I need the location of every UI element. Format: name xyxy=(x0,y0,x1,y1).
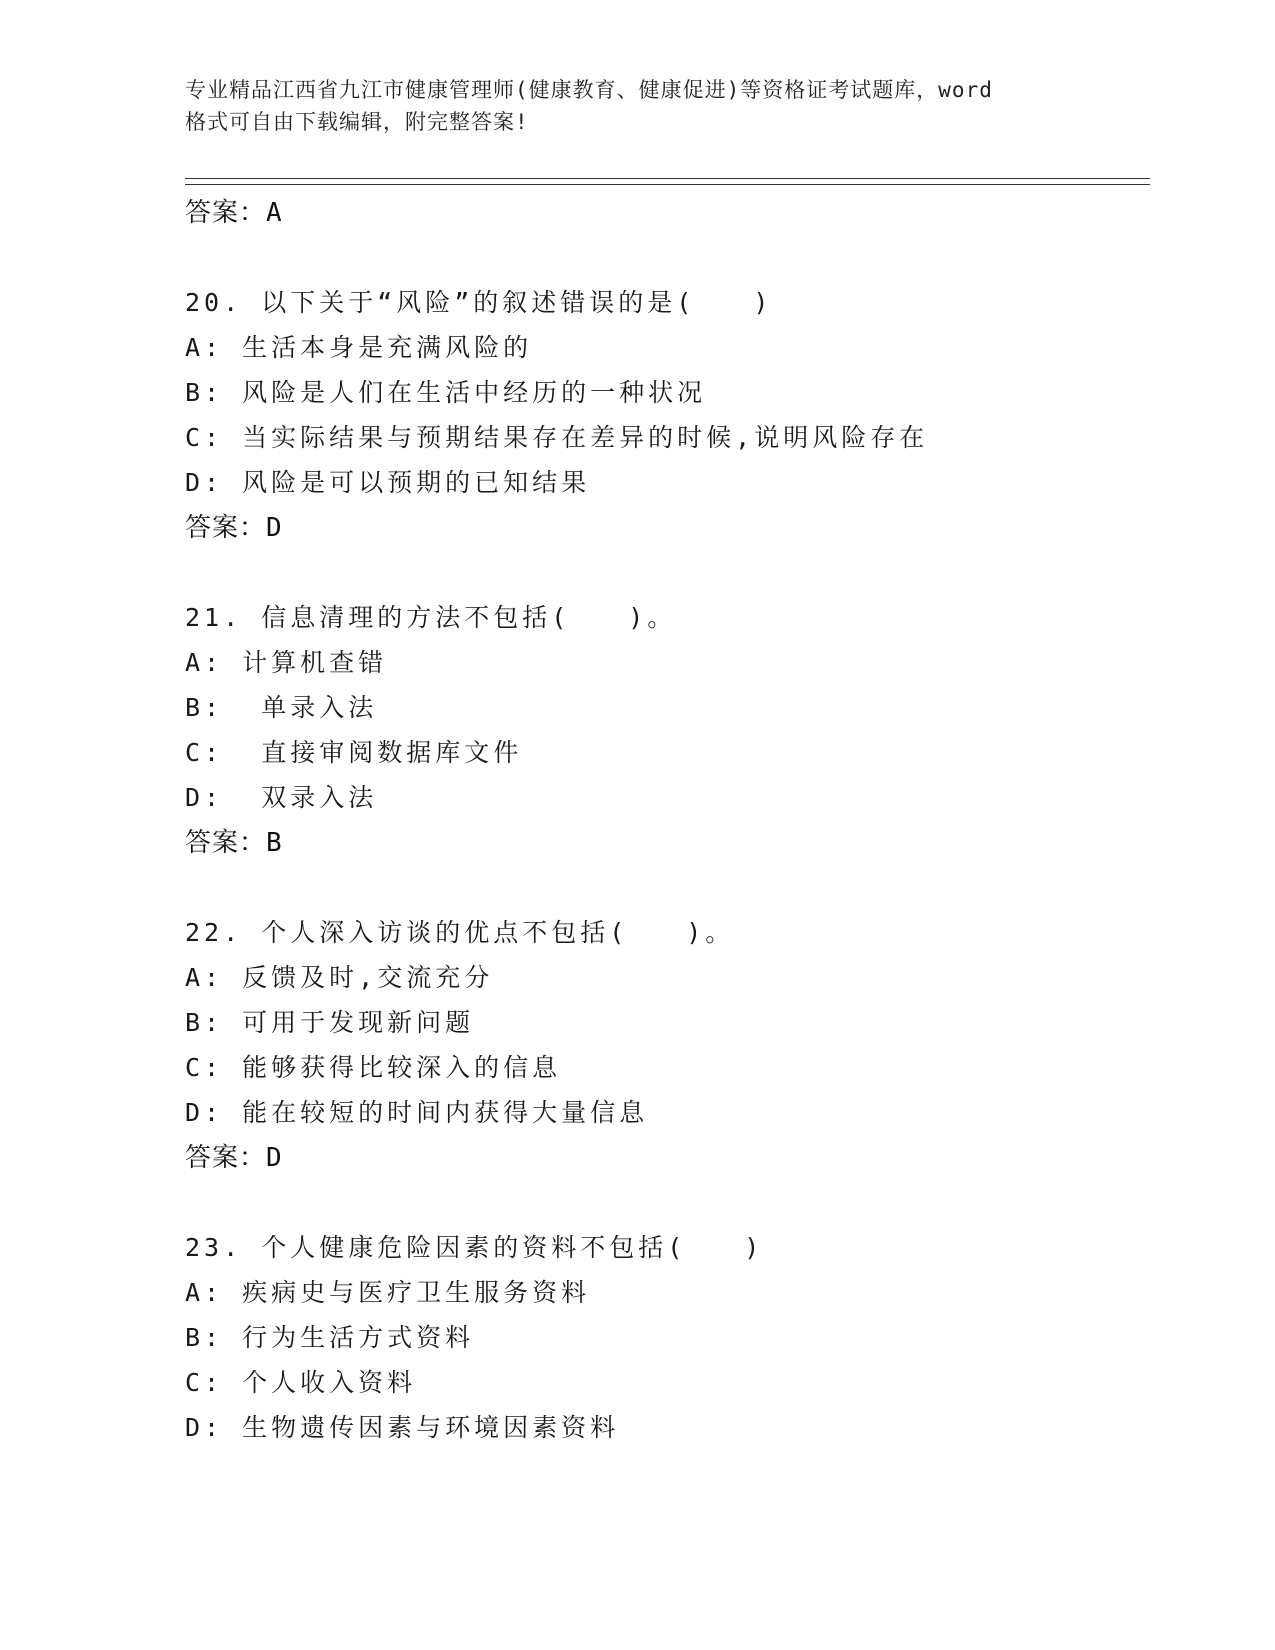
option-d: D: 风险是可以预期的已知结果 xyxy=(185,468,591,497)
header-line-2: 格式可自由下载编辑，附完整答案! xyxy=(185,110,529,134)
option-b: B: 风险是人们在生活中经历的一种状况 xyxy=(185,378,707,407)
option-c: C: 直接审阅数据库文件 xyxy=(185,738,523,767)
page-header xyxy=(185,74,1085,138)
answer-label: 答案： xyxy=(185,198,267,228)
answer-value: D xyxy=(266,513,283,543)
header-divider-bottom xyxy=(185,184,1150,185)
answer-line xyxy=(185,820,1145,866)
answer-value: D xyxy=(266,1143,283,1173)
option-a: A: 生活本身是充满风险的 xyxy=(185,333,533,362)
answer-label: 答案： xyxy=(185,513,267,543)
option-a: A: 疾病史与医疗卫生服务资料 xyxy=(185,1278,591,1307)
question-item xyxy=(185,595,1145,866)
option-a: A: 反馈及时,交流充分 xyxy=(185,963,494,992)
question-list xyxy=(185,190,1145,1450)
option-d: D: 能在较短的时间内获得大量信息 xyxy=(185,1098,649,1127)
question-item xyxy=(185,280,1145,551)
answer-label: 答案： xyxy=(185,1143,267,1173)
option-c: C: 当实际结果与预期结果存在差异的时候,说明风险存在 xyxy=(185,423,929,452)
option-c: C: 能够获得比较深入的信息 xyxy=(185,1053,562,1082)
header-divider-top xyxy=(185,178,1150,179)
option-b: B: 行为生活方式资料 xyxy=(185,1323,475,1352)
option-c: C: 个人收入资料 xyxy=(185,1368,417,1397)
answer-line xyxy=(185,505,1145,551)
option-d: D: 生物遗传因素与环境因素资料 xyxy=(185,1413,620,1442)
question-stem: 20. 以下关于“风险”的叙述错误的是( ) xyxy=(185,288,773,317)
answer-line xyxy=(185,1135,1145,1181)
answer-value: A xyxy=(266,198,283,228)
question-item xyxy=(185,910,1145,1181)
question-stem: 21. 信息清理的方法不包括( )。 xyxy=(185,603,677,632)
answer-value: B xyxy=(266,828,283,858)
answer-label: 答案： xyxy=(185,828,267,858)
option-d: D: 双录入法 xyxy=(185,783,378,812)
answer-line xyxy=(185,190,1145,236)
question-stem: 22. 个人深入访谈的优点不包括( )。 xyxy=(185,918,735,947)
option-a: A: 计算机查错 xyxy=(185,648,388,677)
option-b: B: 单录入法 xyxy=(185,693,378,722)
option-b: B: 可用于发现新问题 xyxy=(185,1008,475,1037)
header-line-1: 专业精品江西省九江市健康管理师(健康教育、健康促进)等资格证考试题库，word xyxy=(185,78,993,102)
question-stem: 23. 个人健康危险因素的资料不包括( ) xyxy=(185,1233,764,1262)
question-item xyxy=(185,1225,1145,1450)
